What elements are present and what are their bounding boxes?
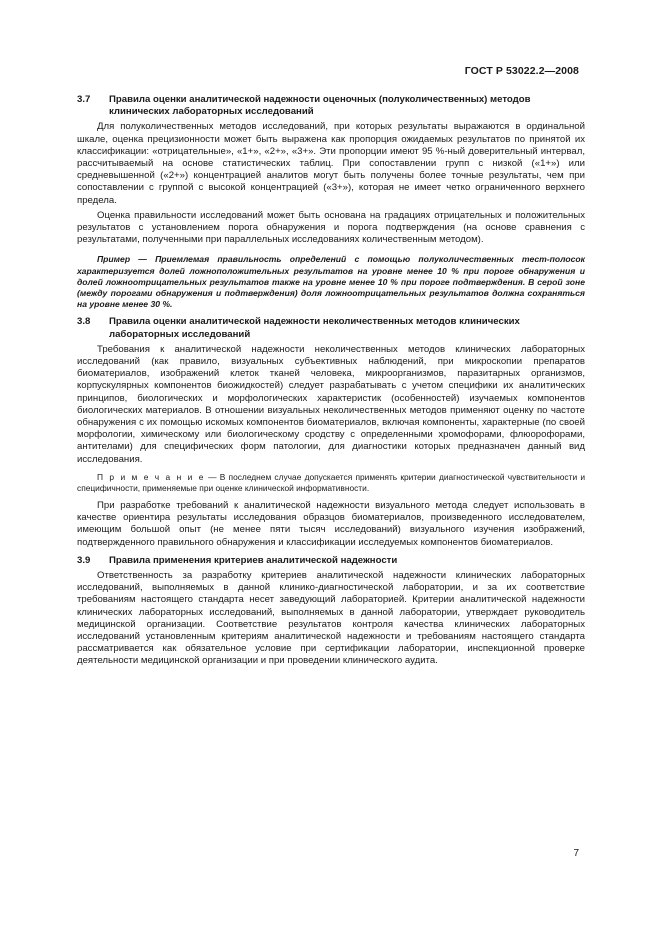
- section-title: Правила оценки аналитической надежности оценочных (полуколичественных) методов клинических лабораторных исследований: [109, 94, 531, 118]
- paragraph: Оценка правильности исследований может быть основана на градациях отрицательных и положительных результатов с установлением порога обнаружения и порога подтверждения (на основе сравнения с результатами, полученными при параллельных исследованиях количественным методом).: [77, 209, 585, 246]
- section-title: Правила применения критериев аналитической надежности: [109, 554, 398, 566]
- section-heading: [77, 316, 585, 340]
- note-text: — В последнем случае допускается применять критерии диагностической чувствительности и специфичности, применяемые при оценке клинической информативности.: [77, 471, 585, 493]
- note-paragraph: [77, 472, 585, 494]
- page-number: 7: [573, 848, 579, 859]
- section-number: 3.9: [77, 554, 91, 566]
- standard-header: ГОСТ Р 53022.2—2008: [464, 65, 579, 77]
- note-label: П р и м е ч а н и е: [97, 471, 205, 482]
- section-3-7: [77, 94, 585, 310]
- paragraph: При разработке требований к аналитической надежности визуального метода следует использовать в качестве ориентира результаты исследования образцов биоматериалов, произведенного исследователем, имеющим большой опыт (не менее пяти тысяч исследований) визуального изучения изображений, подтвержденного правильного обнаружения и классификации исследуемых компонентов биоматериалов.: [77, 499, 585, 548]
- section-3-8: [77, 316, 585, 548]
- example-paragraph: Пример — Приемлемая правильность определений с помощью полуколичественных тест-полосок характеризуется долей ложноположительных результатов на уровне менее 10 % при пороге обнаружения и долей ложноотрицательных результатов также на уровне менее 10 % при пороге подтверждения. В серой зоне (между порогами обнаружения и подтверждения) доля ложноотрицательных результатов должна сохраняться на уровне менее 30 %.: [77, 254, 585, 310]
- section-title: Правила оценки аналитической надежности неколичественных методов клинических лабораторных исследований: [109, 316, 520, 340]
- paragraph: Требования к аналитической надежности неколичественных методов клинических лабораторных исследований (как правило, визуальных субъективных наблюдений, при микроскопии препаратов биоматериалов, изображений клеток тканей человека, микроорганизмов, паразитарных организмов, корпускулярных компонентов биожидкостей) следует разрабатывать с учетом специфики их аналитических принципов, биологических и морфологических характеристик (особенностей) изучаемых компонентов биологических материалов. В отношении визуальных неколичественных методов применяют оценку по частоте обнаружения с их помощью искомых компонентов биоматериалов, включая компоненты, характерные (по своей морфологии, химическому или биологическому сродству с определенными хромофорами, флюорофорами, антителами) для специфических форм патологии, для диагностики которых предназначен данный вид исследования.: [77, 343, 585, 465]
- section-number: 3.7: [77, 94, 91, 105]
- document-body: [77, 94, 585, 668]
- paragraph: Для полуколичественных методов исследований, при которых результаты выражаются в ординальной шкале, оценка прецизионности может быть выражена как пропорция ожидаемых результатов по принятой их классификации: «отрицательные», «1+», «2+», «3+». Эти пропорции имеют 95 %-ный доверительный интервал, рассчитываемый на основе статистических таблиц. При сопоставлении групп с низкой («1+») или средневышенной («2+») концентрацией аналитов могут быть получены более точные результаты, чем при сопоставлении с группой с высокой концентрацией («3+»), которая не имеет четко ограниченного верхнего предела.: [77, 121, 585, 206]
- paragraph: Ответственность за разработку критериев аналитической надежности клинических лабораторных исследований, выполняемых в данной клинико-диагностической лаборатории, и за их соответствие требованиям настоящего стандарта несет заведующий лабораторией. Критерии аналитической надежности клинических лабораторных исследований, выполняемых в данной лаборатории, утверждает руководитель медицинской организации. Соответствие результатов контроля качества клинических лабораторных исследований установленным критериям аналитической надежности и требованиям настоящего стандарта рассматривается как обязательное условие при сертификации лаборатории, инспекционной проверке деятельности медицинской организации и при проведении клинического аудита.: [77, 569, 585, 667]
- section-3-9: [77, 555, 585, 668]
- section-number: 3.8: [77, 316, 91, 328]
- section-heading: [77, 94, 585, 118]
- section-heading: [77, 555, 585, 567]
